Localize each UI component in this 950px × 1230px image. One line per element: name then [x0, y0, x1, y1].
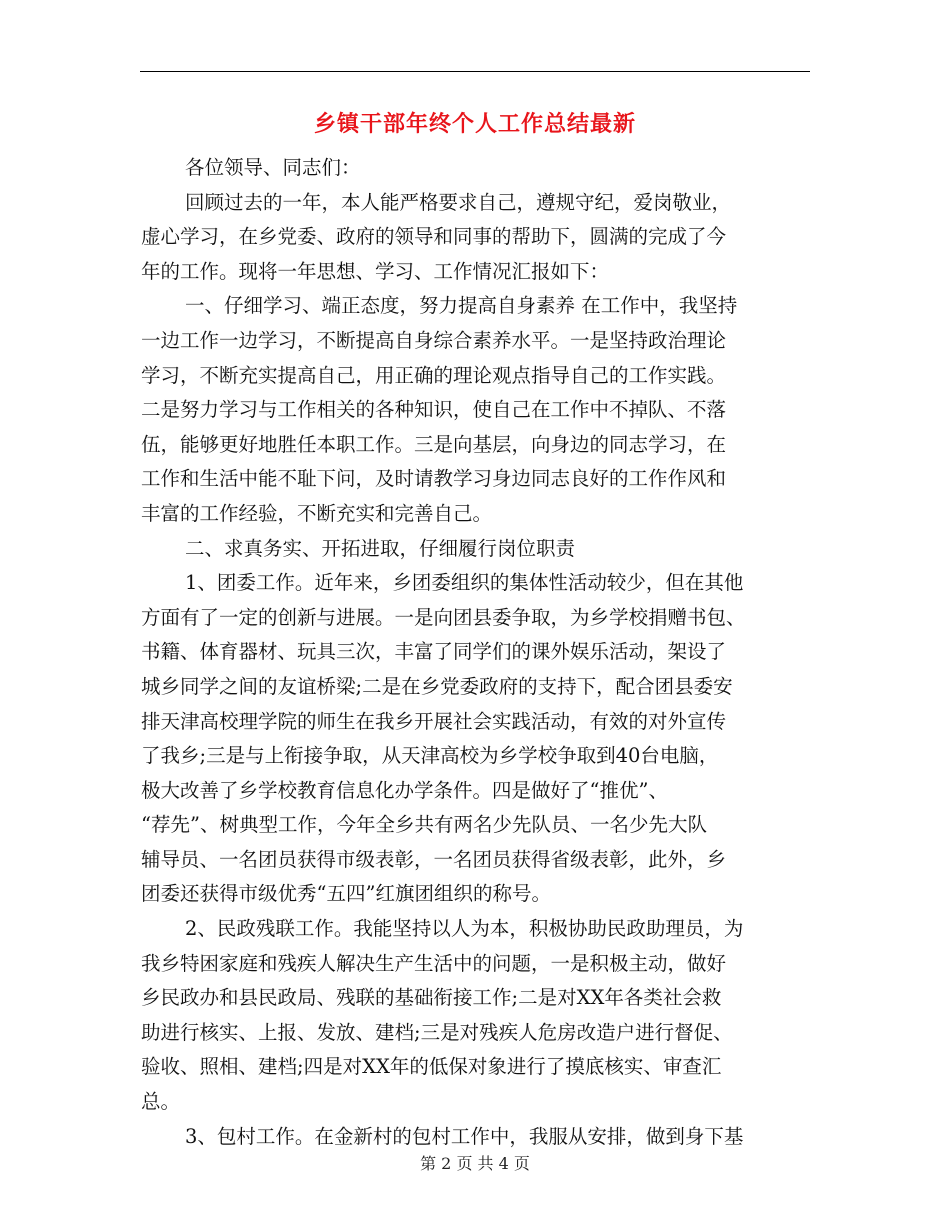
text-line: 了我乡;三是与上衔接争取，从天津高校为乡学校争取到40台电脑，	[141, 744, 719, 768]
text-line: 回顾过去的一年，本人能严格要求自己，遵规守纪，爱岗敬业，	[185, 190, 732, 214]
text-line: “荐先”、树典型工作，今年全乡共有两名少先队员、一名少先大队	[141, 813, 707, 837]
text-line: 验收、照相、建档;四是对XX年的低保对象进行了摸底核实、审查汇	[141, 1055, 722, 1079]
text-line: 助进行核实、上报、发放、建档;三是对残疾人危房改造户进行督促、	[141, 1020, 733, 1044]
text-line: 乡民政办和县民政局、残联的基础衔接工作;二是对XX年各类社会救	[141, 986, 722, 1010]
text-line: 工作和生活中能不耻下问，及时请教学习身边同志良好的工作作风和	[141, 467, 727, 491]
header-rule	[140, 71, 810, 72]
text-line: 方面有了一定的创新与进展。一是向团县委争取，为乡学校捐赠书包、	[141, 605, 746, 629]
document-body	[141, 151, 821, 1154]
text-line: 极大改善了乡学校教育信息化办学条件。四是做好了“推优”、	[141, 778, 668, 802]
text-line: 书籍、体育器材、玩具三次，丰富了同学们的课外娱乐活动，架设了	[141, 640, 727, 664]
text-line: 3、包村工作。在金新村的包村工作中，我服从安排，做到身下基	[185, 1124, 744, 1148]
text-line: 年的工作。现将一年思想、学习、工作情况汇报如下：	[141, 259, 610, 283]
text-line: 一边工作一边学习，不断提高自身综合素养水平。一是坚持政治理论	[141, 328, 727, 352]
text-line: 排天津高校理学院的师生在我乡开展社会实践活动，有效的对外宣传	[141, 709, 727, 733]
text-line: 丰富的工作经验，不断充实和完善自己。	[141, 501, 493, 525]
text-line: 团委还获得市级优秀“五四”红旗团组织的称号。	[141, 882, 551, 906]
text-line: 2、民政残联工作。我能坚持以人为本，积极协助民政助理员，为	[185, 917, 744, 941]
text-line: 我乡特困家庭和残疾人解决生产生活中的问题，一是积极主动，做好	[141, 951, 727, 975]
text-line: 1、团委工作。近年来，乡团委组织的集体性活动较少，但在其他	[185, 571, 744, 595]
page-number-footer: 第 2 页 共 4 页	[420, 1154, 530, 1173]
text-line: 城乡同学之间的友谊桥梁;二是在乡党委政府的支持下，配合团县委安	[141, 674, 733, 698]
text-line: 伍，能够更好地胜任本职工作。三是向基层，向身边的同志学习，在	[141, 432, 727, 456]
text-line: 虚心学习，在乡党委、政府的领导和同事的帮助下，圆满的完成了今	[141, 225, 727, 249]
section-heading-line: 一、仔细学习、端正态度，努力提高自身素养 在工作中，我坚持	[185, 294, 738, 318]
text-line: 二是努力学习与工作相关的各种知识，使自己在工作中不掉队、不落	[141, 398, 727, 422]
document-title: 乡镇干部年终个人工作总结最新	[313, 112, 636, 137]
text-line: 辅导员、一名团员获得市级表彰，一名团员获得省级表彰，此外，乡	[141, 847, 727, 871]
section-heading-line: 二、求真务实、开拓进取，仔细履行岗位职责	[185, 536, 576, 560]
text-line: 总。	[141, 1090, 181, 1114]
greeting-line: 各位领导、同志们：	[185, 156, 361, 179]
text-line: 学习，不断充实提高自己，用正确的理论观点指导自己的工作实践。	[141, 363, 727, 387]
